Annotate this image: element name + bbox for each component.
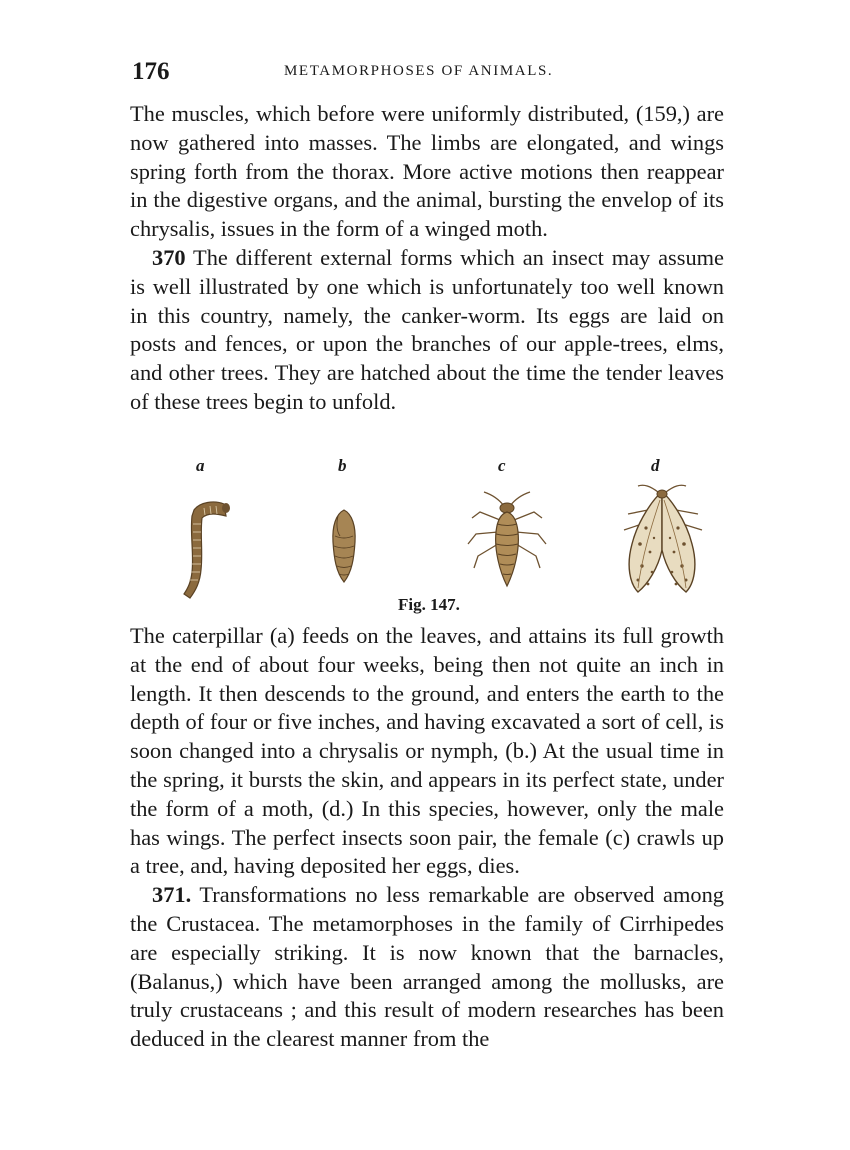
- figure-147: [130, 448, 724, 623]
- paragraph-text: Transformations no less remarkable are observed among the Crustacea. The metamorphoses in the family of Cirrhipedes are especially striking. It is now known that the barnacles, (Balanus,) which have been arranged among the mollusks, are truly crustaceans ; and this result of modern researches has been deduced in the clearest manner from the: [130, 882, 724, 1052]
- winged-moth-icon: [618, 480, 708, 600]
- running-title: METAMORPHOSES OF ANIMALS.: [284, 63, 554, 79]
- paragraph-continued: The muscles, which before were uniformly distributed, (159,) are now gathered into masses. The limbs are elongated, and wings spring forth from the thorax. More active motions then reappear in the digestive organs, and the animal, bursting the envelop of its chrysalis, issues in the form of a winged moth.: [130, 101, 724, 242]
- running-head: [132, 58, 722, 88]
- text-block-lower: [130, 622, 724, 1054]
- paragraph-number: 370: [152, 244, 186, 270]
- paragraph-number: 371.: [152, 882, 192, 908]
- text-block-upper: [130, 100, 724, 417]
- paragraph-370: [130, 244, 724, 417]
- figure-label-c: c: [498, 456, 506, 475]
- page-number: 176: [132, 58, 170, 85]
- figure-label-b: b: [338, 456, 347, 475]
- figure-caption: Fig. 147.: [398, 595, 460, 614]
- wingless-female-icon: [464, 490, 550, 590]
- paragraph-text: The different external forms which an insect may assume is well illustrated by one which is unfortunately too well known in this country, namely, the canker-worm. Its eggs are laid on posts and fences, or upon the branches of our apple-trees, elms, and other trees. They are hatched about the time the tender leaves of these trees begin to unfold.: [130, 244, 724, 414]
- chrysalis-icon: [326, 506, 362, 586]
- figure-label-a: a: [196, 456, 205, 475]
- paragraph-caterpillar: The caterpillar (a) feeds on the leaves, and attains its full growth at the end of about four weeks, being then not quite an inch in length. It then descends to the ground, and enters the earth to the depth of four or five inches, and having excavated a sort of cell, is soon changed into a chrysalis or nymph, (b.) At the usual time in the spring, it bursts the skin, and appears in its perfect state, under the form of a moth, (d.) In this species, however, only the male has wings. The perfect insects soon pair, the female (c) crawls up a tree, and, having deposited her eggs, dies.: [130, 623, 724, 879]
- figure-label-d: d: [651, 456, 660, 475]
- paragraph-371: [130, 881, 724, 1054]
- caterpillar-icon: [174, 494, 234, 604]
